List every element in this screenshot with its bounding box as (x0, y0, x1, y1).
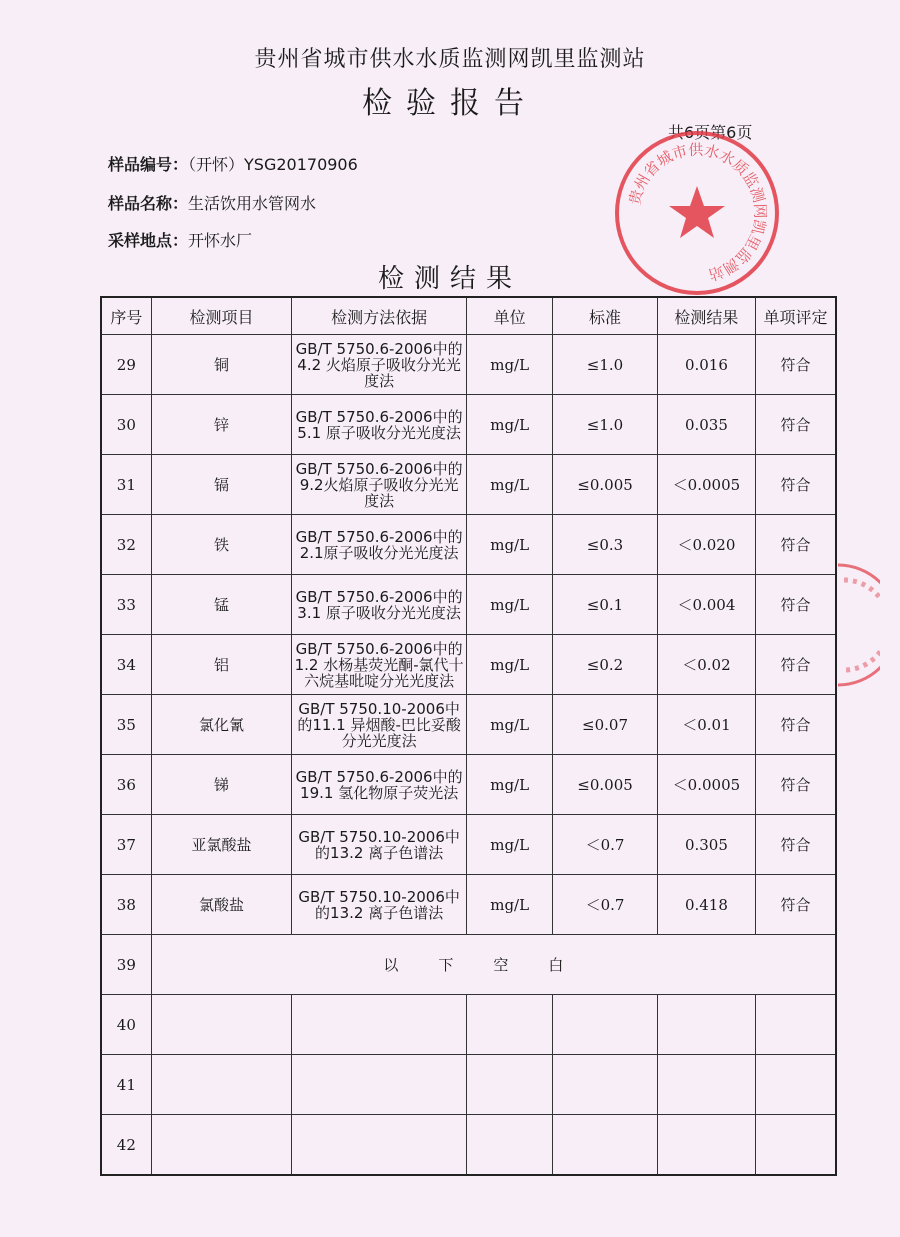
empty-cell (151, 1115, 292, 1176)
row-no: 40 (101, 995, 151, 1055)
table-row (101, 455, 836, 515)
row-result: ＜0.01 (657, 695, 755, 755)
row-standard: ≤0.07 (553, 695, 657, 755)
empty-cell (292, 1115, 467, 1176)
row-no: 33 (101, 575, 151, 635)
header-item: 检测项目 (151, 297, 292, 335)
row-result: 0.305 (657, 815, 755, 875)
row-no: 37 (101, 815, 151, 875)
sample-name-label: 样品名称： (108, 194, 189, 213)
row-result: ＜0.02 (657, 635, 755, 695)
row-unit: mg/L (466, 635, 552, 695)
empty-cell (151, 1055, 292, 1115)
row-verdict: 符合 (756, 875, 836, 935)
header-no: 序号 (101, 297, 151, 335)
row-no: 30 (101, 395, 151, 455)
row-item: 氯化氰 (151, 695, 292, 755)
sample-location-line (108, 228, 252, 251)
sample-id-line (108, 152, 358, 175)
row-result: ＜0.020 (657, 515, 755, 575)
table-row (101, 635, 836, 695)
table-row (101, 695, 836, 755)
row-item: 铝 (151, 635, 292, 695)
row-no: 35 (101, 695, 151, 755)
row-standard: ≤0.3 (553, 515, 657, 575)
table-row (101, 395, 836, 455)
row-standard: ≤0.005 (553, 455, 657, 515)
row-no: 39 (101, 935, 151, 995)
row-unit: mg/L (466, 695, 552, 755)
row-unit: mg/L (466, 815, 552, 875)
partial-seal-icon (830, 560, 880, 690)
row-method: GB/T 5750.10-2006中的13.2 离子色谱法 (292, 815, 467, 875)
results-title: 检测结果 (377, 264, 522, 294)
header-result: 检测结果 (657, 297, 755, 335)
sample-location-value: 开怀水厂 (188, 231, 253, 250)
row-no: 42 (101, 1115, 151, 1176)
row-result: ＜0.0005 (657, 455, 755, 515)
row-unit: mg/L (466, 395, 552, 455)
blank-note-row (101, 935, 836, 995)
row-item: 亚氯酸盐 (151, 815, 292, 875)
row-verdict: 符合 (756, 395, 836, 455)
row-method: GB/T 5750.6-2006中的9.2火焰原子吸收分光光度法 (292, 455, 467, 515)
row-item: 锌 (151, 395, 292, 455)
row-no: 32 (101, 515, 151, 575)
empty-row (101, 995, 836, 1055)
table-row (101, 755, 836, 815)
org-name: 贵州省城市供水水质监测网凯里监测站 (254, 47, 646, 72)
row-standard: ＜0.7 (553, 815, 657, 875)
row-item: 氯酸盐 (151, 875, 292, 935)
table-row (101, 575, 836, 635)
row-method: GB/T 5750.6-2006中的2.1原子吸收分光光度法 (292, 515, 467, 575)
row-item: 镉 (151, 455, 292, 515)
empty-cell (553, 1115, 657, 1176)
empty-cell (466, 1055, 552, 1115)
row-no: 38 (101, 875, 151, 935)
row-verdict: 符合 (756, 635, 836, 695)
table-row (101, 875, 836, 935)
header-verdict: 单项评定 (756, 297, 836, 335)
row-method: GB/T 5750.6-2006中的4.2 火焰原子吸收分光光度法 (292, 335, 467, 395)
table-row (101, 815, 836, 875)
page-count: 共6页第6页 (668, 123, 753, 142)
row-item: 锰 (151, 575, 292, 635)
empty-cell (466, 1115, 552, 1176)
empty-cell (553, 1055, 657, 1115)
empty-cell (756, 1055, 836, 1115)
row-no: 34 (101, 635, 151, 695)
row-no: 41 (101, 1055, 151, 1115)
table-row (101, 335, 836, 395)
row-standard: ≤0.1 (553, 575, 657, 635)
sample-name-value: 生活饮用水管网水 (188, 194, 317, 213)
sample-id-value: （开怀）YSG20170906 (188, 155, 358, 174)
sample-location-label: 采样地点： (108, 231, 189, 250)
empty-cell (292, 1055, 467, 1115)
row-method: GB/T 5750.6-2006中的1.2 水杨基荧光酮-氯代十六烷基吡啶分光光度法 (292, 635, 467, 695)
row-unit: mg/L (466, 875, 552, 935)
row-verdict: 符合 (756, 695, 836, 755)
row-verdict: 符合 (756, 815, 836, 875)
official-seal-icon (612, 128, 782, 298)
empty-cell (657, 1115, 755, 1176)
row-result: ＜0.0005 (657, 755, 755, 815)
row-method: GB/T 5750.6-2006中的19.1 氢化物原子荧光法 (292, 755, 467, 815)
row-unit: mg/L (466, 335, 552, 395)
row-verdict: 符合 (756, 335, 836, 395)
empty-cell (553, 995, 657, 1055)
empty-cell (151, 995, 292, 1055)
row-item: 铜 (151, 335, 292, 395)
row-standard: ≤1.0 (553, 395, 657, 455)
row-result: 0.016 (657, 335, 755, 395)
empty-cell (756, 995, 836, 1055)
results-table (100, 296, 837, 1176)
row-result: ＜0.004 (657, 575, 755, 635)
row-method: GB/T 5750.10-2006中的13.2 离子色谱法 (292, 875, 467, 935)
row-no: 29 (101, 335, 151, 395)
blank-note: 以下空白 (151, 935, 836, 995)
sample-id-label: 样品编号： (108, 155, 189, 174)
row-verdict: 符合 (756, 455, 836, 515)
empty-cell (657, 1055, 755, 1115)
row-standard: ≤1.0 (553, 335, 657, 395)
empty-cell (292, 995, 467, 1055)
row-method: GB/T 5750.10-2006中的11.1 异烟酸-巴比妥酸分光光度法 (292, 695, 467, 755)
row-standard: ＜0.7 (553, 875, 657, 935)
table-row (101, 515, 836, 575)
row-no: 31 (101, 455, 151, 515)
row-unit: mg/L (466, 575, 552, 635)
row-unit: mg/L (466, 755, 552, 815)
seal-ring-text: 贵州省城市供水水质监测网凯里监测站 (625, 140, 770, 284)
row-unit: mg/L (466, 455, 552, 515)
row-result: 0.418 (657, 875, 755, 935)
row-item: 锑 (151, 755, 292, 815)
row-result: 0.035 (657, 395, 755, 455)
empty-cell (657, 995, 755, 1055)
sample-name-line (108, 191, 316, 214)
doc-title: 检验报告 (362, 86, 538, 121)
row-method: GB/T 5750.6-2006中的5.1 原子吸收分光光度法 (292, 395, 467, 455)
table-header-row (101, 297, 836, 335)
header-standard: 标准 (553, 297, 657, 335)
row-method: GB/T 5750.6-2006中的3.1 原子吸收分光光度法 (292, 575, 467, 635)
empty-row (101, 1115, 836, 1176)
row-no: 36 (101, 755, 151, 815)
header-unit: 单位 (466, 297, 552, 335)
row-verdict: 符合 (756, 575, 836, 635)
header-method: 检测方法依据 (292, 297, 467, 335)
row-verdict: 符合 (756, 755, 836, 815)
row-verdict: 符合 (756, 515, 836, 575)
row-item: 铁 (151, 515, 292, 575)
row-standard: ≤0.005 (553, 755, 657, 815)
empty-cell (756, 1115, 836, 1176)
row-standard: ≤0.2 (553, 635, 657, 695)
empty-row (101, 1055, 836, 1115)
empty-cell (466, 995, 552, 1055)
row-unit: mg/L (466, 515, 552, 575)
